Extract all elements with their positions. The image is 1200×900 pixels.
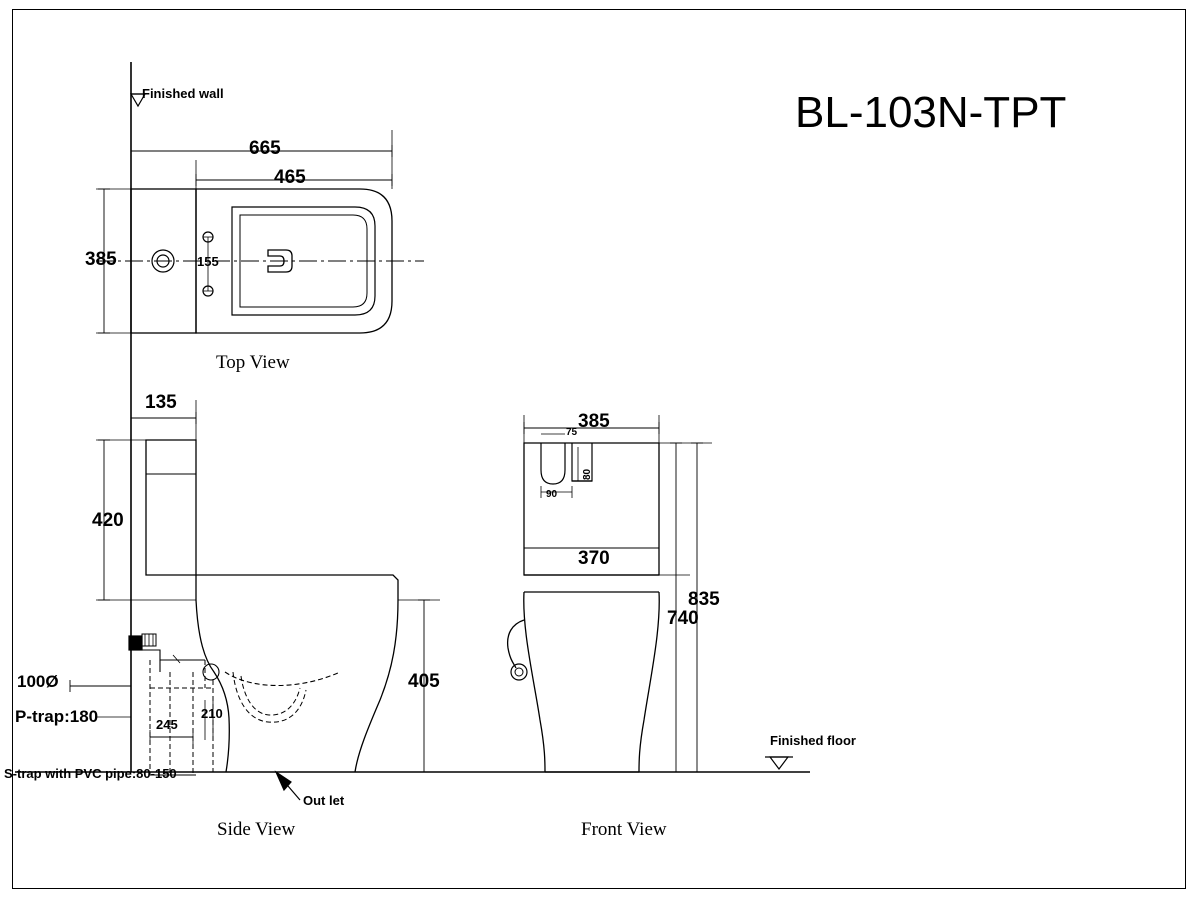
waste-diameter-label: 100Ø: [17, 672, 59, 691]
dim-side-bowl-height: 405: [408, 671, 440, 692]
dim-top-width: 385: [85, 249, 117, 270]
finished-floor-label: Finished floor: [770, 733, 856, 748]
dim-front-lid-90: 90: [546, 489, 558, 500]
dim-front-lid-80: 80: [582, 468, 593, 480]
view-label-front: Front View: [581, 819, 667, 840]
view-label-top: Top View: [216, 352, 290, 373]
dim-side-trap-245: 245: [156, 717, 178, 732]
dim-front-tank-height: 740: [667, 608, 699, 629]
dim-front-bowl-width: 370: [578, 548, 610, 569]
dim-front-tank-width: 385: [578, 411, 610, 432]
p-trap-label: P-trap:180: [15, 707, 99, 726]
outlet-label: Out let: [303, 793, 345, 808]
dim-top-bowl-length: 465: [274, 167, 306, 188]
view-label-side: Side View: [217, 819, 296, 840]
s-trap-label: S-trap with PVC pipe:80-150: [4, 766, 177, 781]
page-title: BL-103N-TPT: [795, 88, 1067, 137]
finished-wall-label: Finished wall: [142, 86, 224, 101]
dim-front-lid-75: 75: [566, 427, 578, 438]
dim-front-total-height: 835: [688, 589, 720, 610]
dim-top-seat-inner: 155: [197, 254, 219, 269]
dim-side-trap-210: 210: [201, 706, 223, 721]
dim-side-tank-height: 420: [92, 510, 124, 531]
dim-side-wall-gap: 135: [145, 392, 177, 413]
dim-top-overall-length: 665: [249, 138, 281, 159]
